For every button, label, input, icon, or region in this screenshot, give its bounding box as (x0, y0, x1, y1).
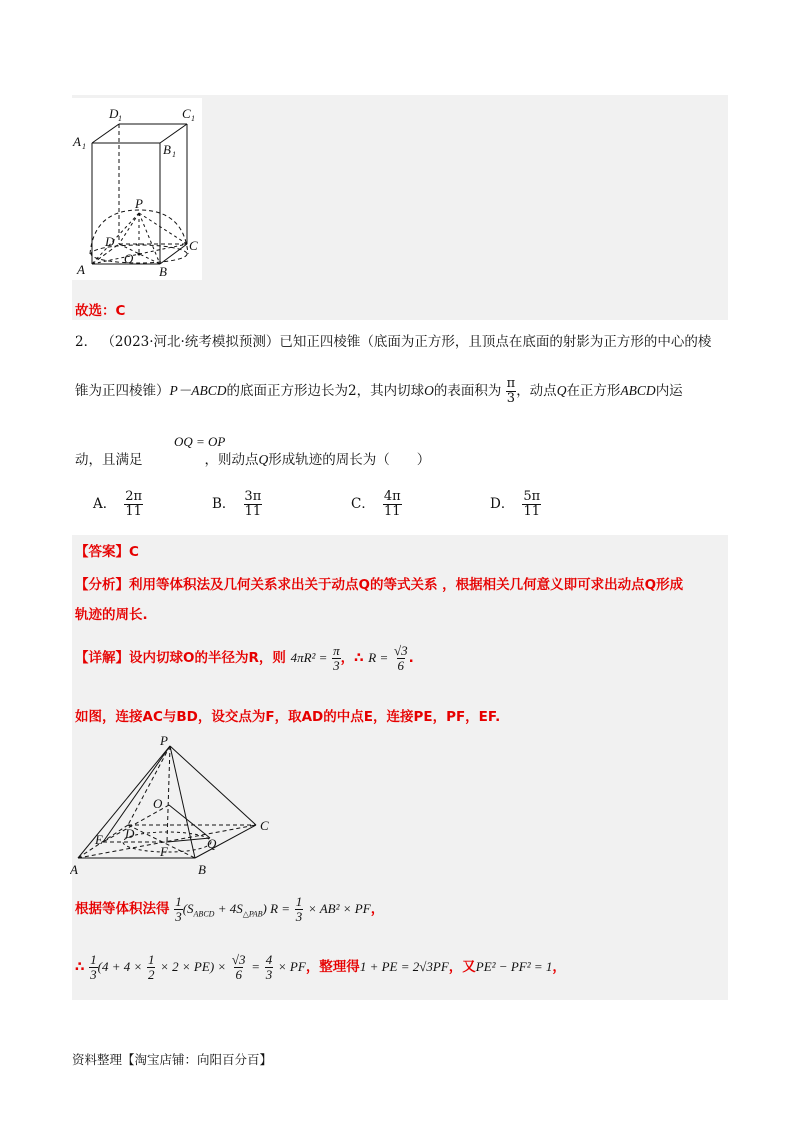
detail-line: 【详解】设内切球O的半径为R，则 4πR² = $\frac{\pi}{3}$ ，∴ R = $\frac{√3}{6}$ . (75, 642, 414, 673)
label-p2: P (160, 733, 168, 748)
footer-text: 资料整理【淘宝店铺：向阳百分百】 (72, 1052, 273, 1067)
option-b[interactable]: B． $\frac{3\pi}{11}$ (212, 489, 262, 519)
previous-answer: 故选：C (75, 303, 126, 319)
label-b1: B (163, 142, 171, 157)
analysis-line-2: 轨迹的周长. (75, 607, 148, 623)
svg-text:1: 1 (82, 142, 86, 151)
label-q2: Q (207, 836, 217, 851)
label-d1: D (109, 106, 119, 121)
analysis-line-1: 【分析】利用等体积法及几何关系求出关于动点Q的等式关系 ，根据相关几何意义即可求出动点Q形成 (75, 577, 684, 593)
label-b2: B (198, 862, 206, 877)
label-c1: C (182, 106, 191, 121)
label-a1: A (73, 134, 81, 149)
question-source: （2023·河北·统考模拟预测） (101, 334, 280, 350)
label-d2: D (125, 826, 135, 841)
pyramid-figure (70, 732, 285, 882)
answer-line: 【答案】C (75, 544, 139, 560)
option-c[interactable]: C． $\frac{4\pi}{11}$ (351, 489, 401, 519)
label-a: A (77, 262, 85, 277)
final-line: ∴ $\frac{1}{3}$ (4 + 4 × $\frac{1}{2}$ × 2 × PE) × $\frac{√3}{6}$ = $\frac{4}{3}$ × PF，整理得1 + PE = 2√3PF，又PE² − PF² = 1， (75, 951, 566, 982)
label-c2: C (260, 818, 269, 833)
volume-line: 根据等体积法得 $\frac{1}{3}$ $(S_{ABCD} + 4S_{\triangle PAB}) R$ = $\frac{1}{3}$ × AB² × PF， (75, 893, 385, 924)
label-o: O (124, 251, 134, 266)
label-a2: A (70, 862, 78, 877)
option-a[interactable]: A． $\frac{2\pi}{11}$ (93, 489, 143, 519)
label-e2: E (95, 832, 103, 847)
area-fraction: $\frac{\pi}{3}$ (506, 376, 516, 406)
question-number: 2． (75, 334, 98, 350)
question-line-1: 2． （2023·河北·统考模拟预测）已知正四棱锥（底面为正方形，且顶点在底面的射影为正方形的中心的棱 (75, 334, 712, 350)
label-b: B (159, 264, 167, 279)
connect-line: 如图，连接AC与BD，设交点为F，取AD的中点E，连接PE，PF，EF. (75, 709, 501, 725)
question-line-2: 锥为正四棱锥）P－ABCD的底面正方形边长为2，其内切球O的表面积为 $\frac{\pi}{3}$ ，动点Q在正方形ABCD内运 (75, 376, 683, 406)
label-d: D (105, 234, 115, 249)
svg-text:1: 1 (191, 114, 195, 123)
label-p: P (135, 196, 143, 211)
svg-text:1: 1 (118, 114, 122, 123)
label-f2: F (160, 844, 168, 859)
question-line-3: 动，且满足 ，则动点Q形成轨迹的周长为（ ） (75, 452, 431, 468)
option-d[interactable]: D． $\frac{5\pi}{11}$ (490, 489, 541, 519)
label-o2: O (153, 796, 163, 811)
label-c: C (189, 238, 198, 253)
svg-text:1: 1 (172, 150, 176, 159)
condition-formula: OQ = OP (174, 434, 226, 449)
prism-figure (72, 98, 202, 280)
